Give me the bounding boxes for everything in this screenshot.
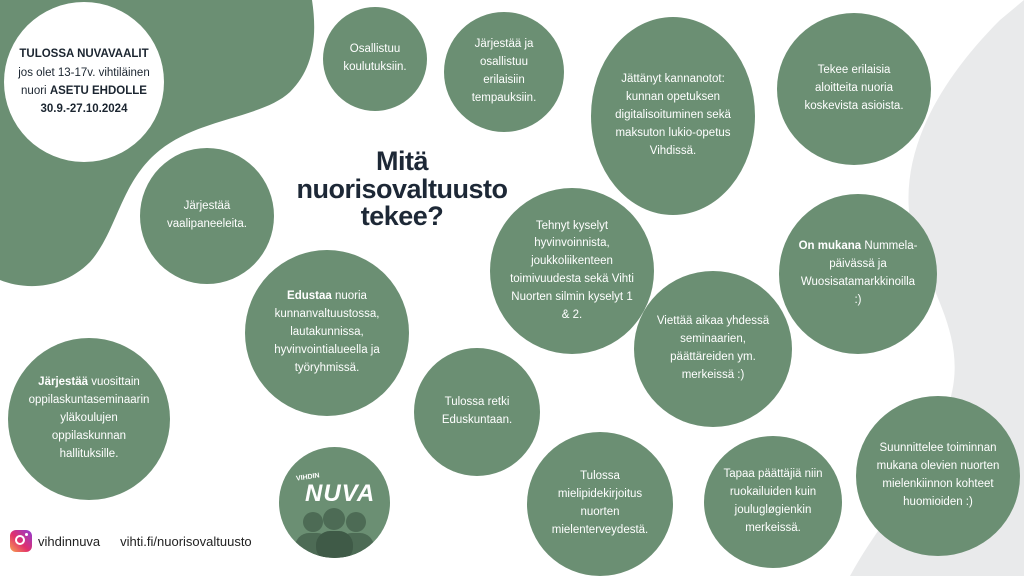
bubble-mielipide: Tulossa mielipidekirjoitus nuorten mielenterveydestä.: [527, 432, 673, 576]
website-link[interactable]: vihti.fi/nuorisovaltuusto: [120, 533, 252, 549]
instagram-handle[interactable]: vihdinnuva: [38, 533, 101, 549]
announcement-line-1: TULOSSA NUVAVAALIT: [19, 48, 149, 61]
instagram-icon[interactable]: [10, 530, 32, 552]
bubble-retki: Tulossa retki Eduskuntaan.: [414, 348, 540, 476]
bubble-koulutus: Osallistuu koulutuksiin.: [323, 7, 427, 111]
page-title: [282, 148, 522, 231]
election-announcement: [4, 2, 164, 162]
announcement-line-2: jos olet 13-17v. vihtiläinen: [18, 66, 150, 79]
bubble-tempaukset: Järjestää ja osallistuu erilaisiin tempauksiin.: [444, 12, 564, 132]
title-line-3: tekee?: [360, 201, 444, 232]
bubble-kannanotot: Jättänyt kannanotot: kunnan opetuksen digitalisoituminen sekä maksuton lukio-opetus Vihdissä.: [591, 17, 755, 215]
bubble-paattajat: Tapaa päättäjiä niin ruokailuiden kuin joulugløgienkin merkeissä.: [704, 436, 842, 568]
announcement-line-3: nuori ASETU EHDOLLE: [21, 85, 147, 97]
logo-small-text: VIHDIN: [295, 472, 321, 483]
bubble-vaalipaneelit: Järjestää vaalipaneeleita.: [140, 148, 274, 284]
title-line-2: nuorisovaltuusto: [296, 173, 508, 204]
bubble-mukana: On mukana Nummela-päivässä ja Wuosisatamarkkinoilla :): [779, 194, 937, 354]
announcement-dates: 30.9.-27.10.2024: [40, 103, 128, 116]
title-line-1: Mitä: [376, 146, 428, 176]
footer: [10, 528, 252, 554]
bubble-kyselyt: Tehnyt kyselyt hyvinvoinnista, joukkoliikenteen toimivuudesta sekä Vihti Nuorten silmin kyselyt 1 & 2.: [490, 188, 654, 354]
bubble-seminaarit: Viettää aikaa yhdessä seminaarien, päättäreiden ym. merkeissä :): [634, 271, 792, 427]
bubble-suunnittelee: Suunnittelee toiminnan mukana olevien nuorten mielenkiinnon kohteet huomioiden :): [856, 396, 1020, 556]
nuva-logo: [279, 447, 390, 558]
logo-big-text: NUVA: [305, 480, 376, 507]
bubble-edustaa: Edustaa nuoria kunnanvaltuustossa, lautakunnissa, hyvinvointialueella ja työryhmissä.: [245, 250, 409, 416]
bubble-oppilaskuntaseminaari: Järjestää vuosittain oppilaskuntaseminaarin yläkoulujen oppilaskunnan hallituksille.: [8, 338, 170, 500]
bubble-aloitteet: Tekee erilaisia aloitteita nuoria koskevista asioista.: [777, 13, 931, 165]
